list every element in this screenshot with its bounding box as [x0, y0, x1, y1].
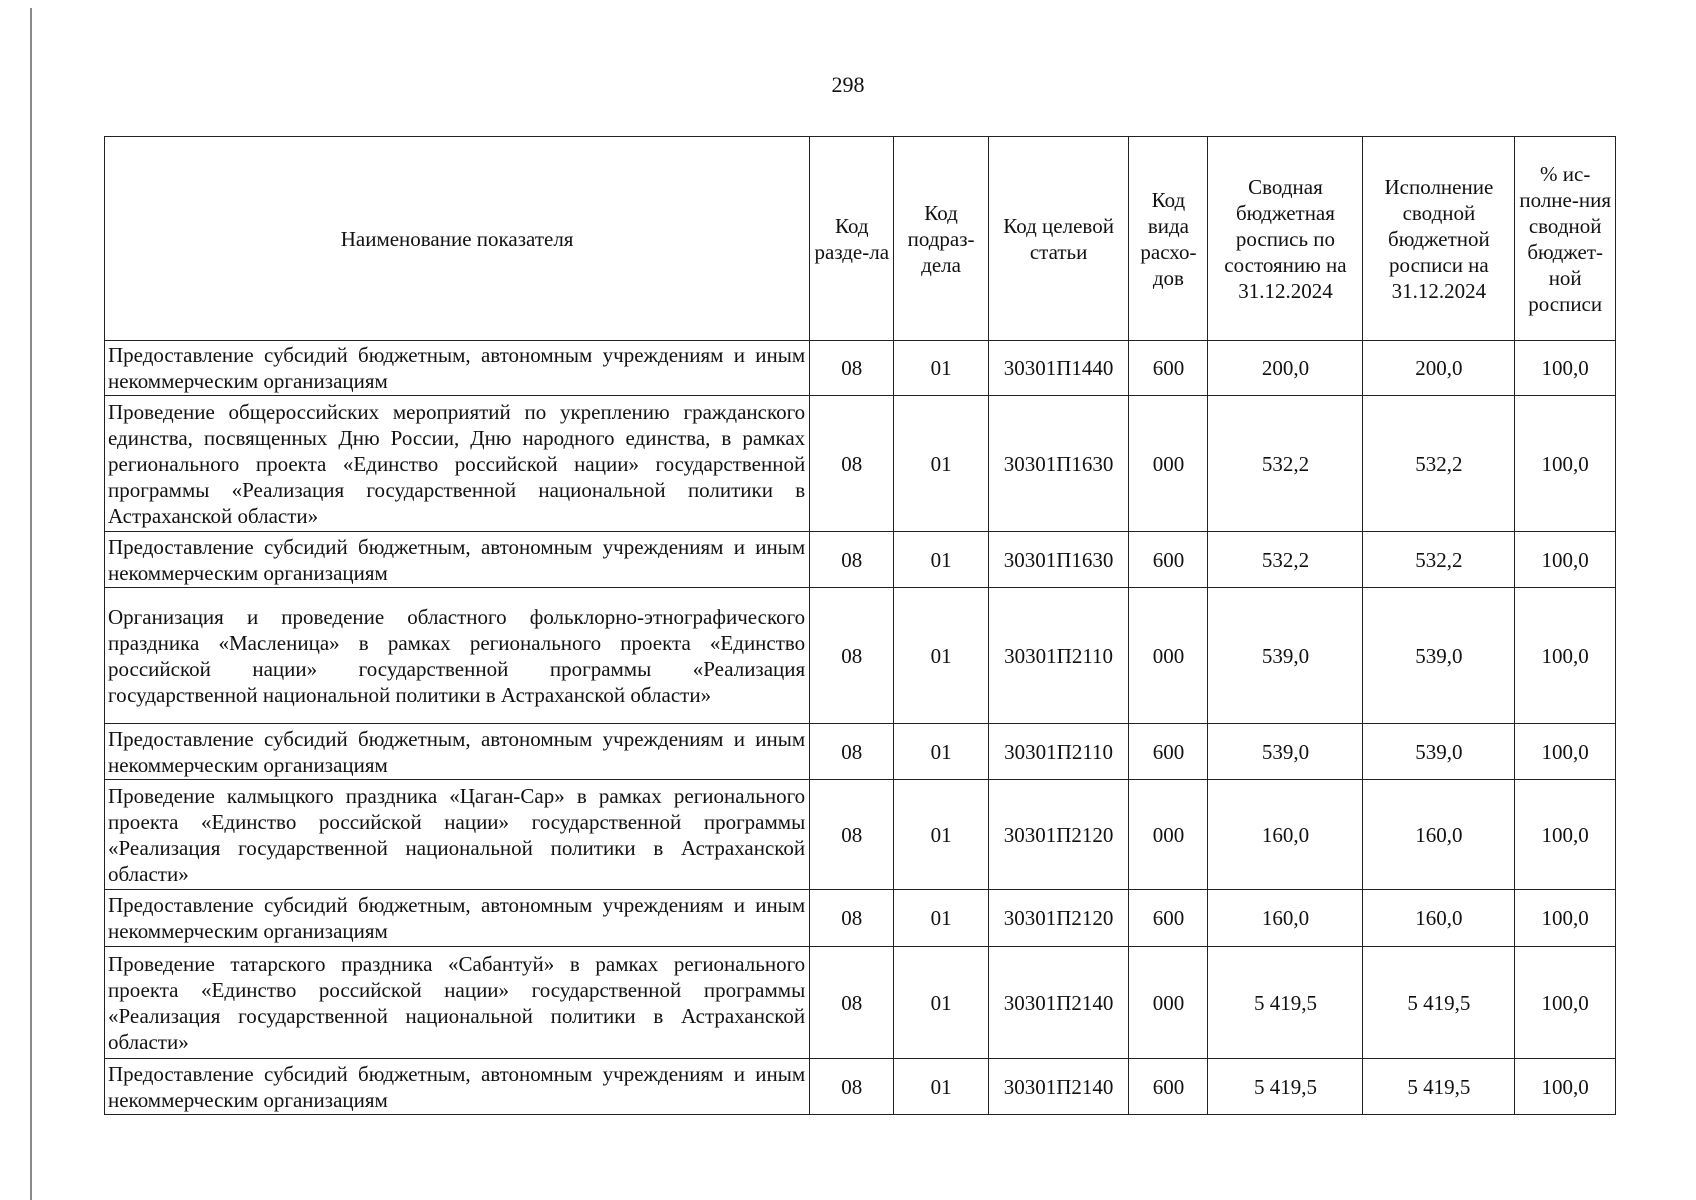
row-target-code: 30301П2110 [988, 588, 1129, 724]
table-row [105, 532, 1616, 588]
header-subsection-code: Код подраз-дела [894, 137, 988, 341]
row-section: 08 [810, 588, 894, 724]
row-name: Организация и проведение областного фольклорно-этнографического праздника «Масленица» в рамках регионального проекта «Единство российской нации» государственной программы «Реализация государственной национальной политики в Астраханской области» [105, 588, 810, 724]
row-expense-type: 000 [1129, 396, 1208, 532]
row-executed: 200,0 [1363, 341, 1515, 396]
row-executed: 539,0 [1363, 724, 1515, 780]
table-row [105, 780, 1616, 890]
row-name: Предоставление субсидий бюджетным, автономным учреждениям и иным некоммерческим организациям [105, 1059, 810, 1115]
row-subsection: 01 [894, 532, 988, 588]
row-section: 08 [810, 724, 894, 780]
header-execution-percent: % ис-полне-ния сводной бюджет-ной росписи [1515, 137, 1616, 341]
row-section: 08 [810, 341, 894, 396]
table-row [105, 947, 1616, 1059]
row-expense-type: 600 [1129, 532, 1208, 588]
scan-edge-line [30, 8, 32, 1200]
header-name: Наименование показателя [105, 137, 810, 341]
row-expense-type: 600 [1129, 890, 1208, 947]
row-target-code: 30301П2140 [988, 1059, 1129, 1115]
table-row [105, 890, 1616, 947]
row-name: Проведение татарского праздника «Сабантуй» в рамках регионального проекта «Единство российской нации» государственной программы «Реализация государственной национальной политики в Астраханской области» [105, 947, 810, 1059]
header-target-code: Код целевой статьи [988, 137, 1129, 341]
table-header-row [105, 137, 1616, 341]
table-row [105, 724, 1616, 780]
row-executed: 539,0 [1363, 588, 1515, 724]
row-name: Предоставление субсидий бюджетным, автономным учреждениям и иным некоммерческим организациям [105, 532, 810, 588]
row-planned: 532,2 [1208, 532, 1363, 588]
row-planned: 5 419,5 [1208, 947, 1363, 1059]
row-percent: 100,0 [1515, 532, 1616, 588]
row-subsection: 01 [894, 396, 988, 532]
row-subsection: 01 [894, 341, 988, 396]
row-expense-type: 000 [1129, 780, 1208, 890]
row-percent: 100,0 [1515, 396, 1616, 532]
row-percent: 100,0 [1515, 1059, 1616, 1115]
row-target-code: 30301П1630 [988, 396, 1129, 532]
table-row [105, 1059, 1616, 1115]
row-section: 08 [810, 532, 894, 588]
row-percent: 100,0 [1515, 890, 1616, 947]
row-planned: 160,0 [1208, 780, 1363, 890]
row-target-code: 30301П2120 [988, 890, 1129, 947]
row-executed: 532,2 [1363, 396, 1515, 532]
row-planned: 160,0 [1208, 890, 1363, 947]
row-executed: 5 419,5 [1363, 1059, 1515, 1115]
row-expense-type: 600 [1129, 724, 1208, 780]
row-planned: 539,0 [1208, 588, 1363, 724]
table-row [105, 341, 1616, 396]
row-executed: 5 419,5 [1363, 947, 1515, 1059]
row-subsection: 01 [894, 588, 988, 724]
row-subsection: 01 [894, 890, 988, 947]
row-expense-type: 000 [1129, 588, 1208, 724]
row-executed: 532,2 [1363, 532, 1515, 588]
row-planned: 532,2 [1208, 396, 1363, 532]
row-percent: 100,0 [1515, 724, 1616, 780]
row-target-code: 30301П2120 [988, 780, 1129, 890]
header-section-code: Код разде-ла [810, 137, 894, 341]
row-section: 08 [810, 1059, 894, 1115]
row-name: Проведение общероссийских мероприятий по укреплению гражданского единства, посвященных Дню России, Дню народного единства, в рамках регионального проекта «Единство российской нации» государственной программы «Реализация государственной национальной политики в Астраханской области» [105, 396, 810, 532]
row-executed: 160,0 [1363, 890, 1515, 947]
row-target-code: 30301П1630 [988, 532, 1129, 588]
table-row [105, 396, 1616, 532]
row-percent: 100,0 [1515, 588, 1616, 724]
row-name: Предоставление субсидий бюджетным, автономным учреждениям и иным некоммерческим организациям [105, 341, 810, 396]
row-name: Проведение калмыцкого праздника «Цаган-Сар» в рамках регионального проекта «Единство российской нации» государственной программы «Реализация государственной национальной политики в Астраханской области» [105, 780, 810, 890]
row-percent: 100,0 [1515, 947, 1616, 1059]
row-planned: 539,0 [1208, 724, 1363, 780]
row-planned: 200,0 [1208, 341, 1363, 396]
row-expense-type: 000 [1129, 947, 1208, 1059]
table-row [105, 588, 1616, 724]
header-executed-budget: Исполнение сводной бюджетной росписи на 31.12.2024 [1363, 137, 1515, 341]
row-target-code: 30301П1440 [988, 341, 1129, 396]
header-expense-type-code: Код вида расхо-дов [1129, 137, 1208, 341]
row-name: Предоставление субсидий бюджетным, автономным учреждениям и иным некоммерческим организациям [105, 890, 810, 947]
row-subsection: 01 [894, 1059, 988, 1115]
row-subsection: 01 [894, 947, 988, 1059]
row-expense-type: 600 [1129, 341, 1208, 396]
row-subsection: 01 [894, 724, 988, 780]
row-target-code: 30301П2110 [988, 724, 1129, 780]
row-section: 08 [810, 780, 894, 890]
row-percent: 100,0 [1515, 341, 1616, 396]
row-target-code: 30301П2140 [988, 947, 1129, 1059]
row-section: 08 [810, 947, 894, 1059]
page-number: 298 [831, 72, 865, 97]
row-section: 08 [810, 396, 894, 532]
row-executed: 160,0 [1363, 780, 1515, 890]
row-planned: 5 419,5 [1208, 1059, 1363, 1115]
budget-table [104, 136, 1616, 1115]
row-name: Предоставление субсидий бюджетным, автономным учреждениям и иным некоммерческим организациям [105, 724, 810, 780]
row-section: 08 [810, 890, 894, 947]
row-subsection: 01 [894, 780, 988, 890]
row-expense-type: 600 [1129, 1059, 1208, 1115]
header-planned-budget: Сводная бюджетная роспись по состоянию на 31.12.2024 [1208, 137, 1363, 341]
row-percent: 100,0 [1515, 780, 1616, 890]
